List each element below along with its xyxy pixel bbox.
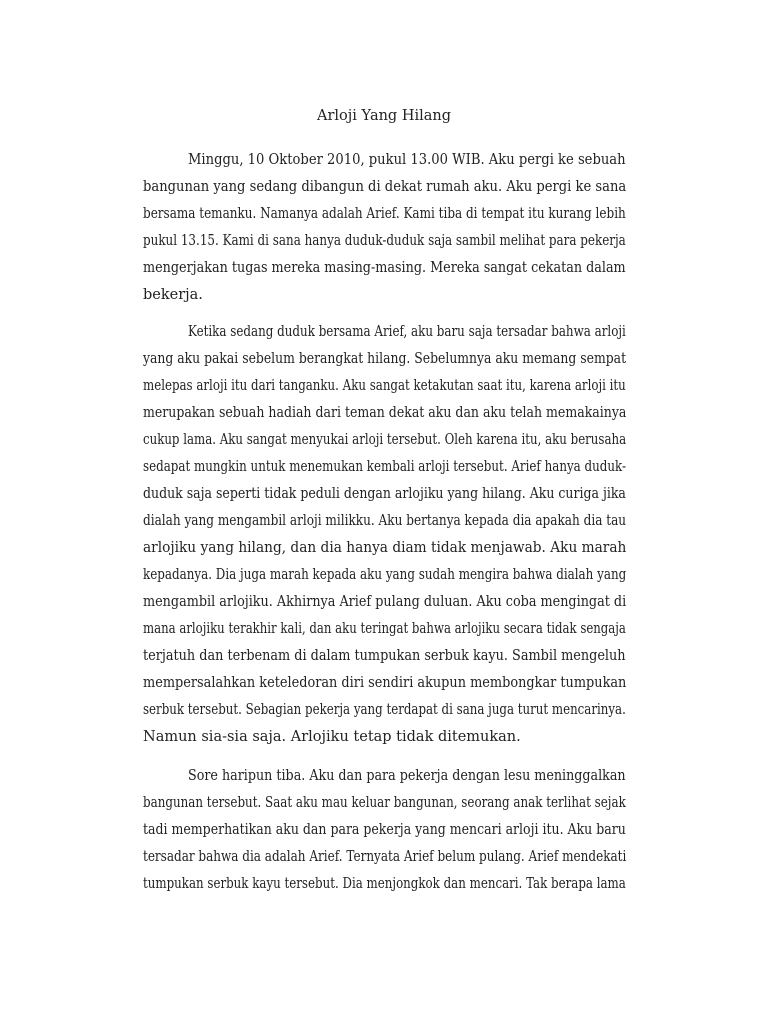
text-line: bekerja. xyxy=(143,287,203,303)
text-line: dialah yang mengambil arloji milikku. Aku bertanya kepada dia apakah dia tau xyxy=(143,513,627,529)
text-line: yang aku pakai sebelum berangkat hilang. Sebelumnya aku memang sempat xyxy=(143,351,627,367)
text-line: mana arlojiku terakhir kali, dan aku teringat bahwa arlojiku secara tidak sengaja xyxy=(143,621,626,637)
page-title: Arloji Yang Hilang xyxy=(316,108,452,124)
text-line: tumpukan serbuk kayu tersebut. Dia menjongkok dan mencari. Tak berapa lama xyxy=(143,876,626,892)
text-line: tadi memperhatikan aku dan para pekerja yang mencari arloji itu. Aku baru xyxy=(143,822,626,838)
text-line: Namun sia-sia saja. Arlojiku tetap tidak ditemukan. xyxy=(143,729,521,745)
text-line: sedapat mungkin untuk menemukan kembali arloji tersebut. Arief hanya duduk- xyxy=(143,459,626,475)
text-line: duduk saja seperti tidak peduli dengan arlojiku yang hilang. Aku curiga jika xyxy=(143,486,626,502)
text-line: mengerjakan tugas mereka masing-masing. Mereka sangat cekatan dalam xyxy=(143,260,626,276)
text-line: bersama temanku. Namanya adalah Arief. Kami tiba di tempat itu kurang lebih xyxy=(143,206,626,222)
text-line: Sore haripun tiba. Aku dan para pekerja dengan lesu meninggalkan xyxy=(188,768,626,784)
text-line: mengambil arlojiku. Akhirnya Arief pulang duluan. Aku coba mengingat di xyxy=(143,594,627,610)
text-line: terjatuh dan terbenam di dalam tumpukan serbuk kayu. Sambil mengeluh xyxy=(143,648,626,664)
text-line: serbuk tersebut. Sebagian pekerja yang terdapat di sana juga turut mencarinya. xyxy=(143,702,626,718)
text-line: tersadar bahwa dia adalah Arief. Ternyata Arief belum pulang. Arief mendekati xyxy=(143,849,627,865)
text-line: mempersalahkan keteledoran diri sendiri akupun membongkar tumpukan xyxy=(143,675,627,691)
text-line: Minggu, 10 Oktober 2010, pukul 13.00 WIB. Aku pergi ke sebuah xyxy=(188,152,626,168)
text-line: bangunan tersebut. Saat aku mau keluar bangunan, seorang anak terlihat sejak xyxy=(143,795,626,811)
text-line: kepadanya. Dia juga marah kepada aku yang sudah mengira bahwa dialah yang xyxy=(143,567,627,583)
text-line: cukup lama. Aku sangat menyukai arloji tersebut. Oleh karena itu, aku berusaha xyxy=(143,432,627,448)
text-line: arlojiku yang hilang, dan dia hanya diam tidak menjawab. Aku marah xyxy=(143,540,627,556)
text-line: merupakan sebuah hadiah dari teman dekat aku dan aku telah memakainya xyxy=(143,405,627,421)
text-line: melepas arloji itu dari tanganku. Aku sangat ketakutan saat itu, karena arloji itu xyxy=(143,378,626,394)
text-line: pukul 13.15. Kami di sana hanya duduk-duduk saja sambil melihat para pekerja xyxy=(143,233,626,249)
text-line: Ketika sedang duduk bersama Arief, aku baru saja tersadar bahwa arloji xyxy=(188,324,626,340)
text-line: bangunan yang sedang dibangun di dekat rumah aku. Aku pergi ke sana xyxy=(143,179,627,195)
